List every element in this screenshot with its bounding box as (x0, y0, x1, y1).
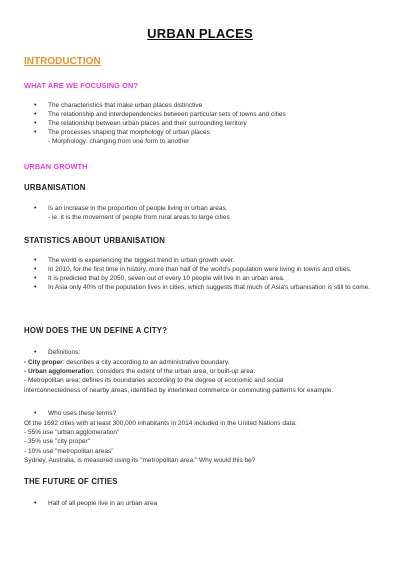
heading-future-of-cities: THE FUTURE OF CITIES (24, 477, 118, 486)
list-item-subtext: - Morphology: changing from one form to another (48, 138, 190, 145)
usage-line: - 10% use "metropolitan areas" (24, 447, 114, 455)
list-item: • The relationship and interdependencies between particular sets of towns and cities (34, 110, 374, 119)
list-item: • In Asia only 40% of the population lives in cities, which suggests that much of Asia's urbanisation is still to come. (34, 283, 374, 292)
list-item: • Half of all people live in an urban area (34, 499, 374, 508)
terms-usage-text (24, 419, 376, 465)
list-item: • Definitions: (34, 348, 374, 357)
usage-line: - 55% use "urban agglomeration" (24, 429, 120, 437)
list-item: • The world is experiencing the biggest trend in urban growth ever. (34, 256, 374, 265)
list-item: • Who uses these terms? (34, 409, 374, 418)
term-city-proper: - City proper (24, 359, 63, 366)
statistics-intro: Of the 1692 cities with at least 300,000 inhabitants in 2014 included in the United Nations data: (24, 420, 297, 427)
heading-statistics: STATISTICS ABOUT URBANISATION (24, 236, 166, 245)
list-item: • It is predicted that by 2050, seven out of every 10 people will live in an urban area. (34, 274, 374, 283)
definition-city-proper (24, 358, 376, 367)
heading-un-city-definition: HOW DOES THE UN DEFINE A CITY? (24, 326, 168, 335)
focus-list (34, 101, 374, 146)
definitions-list (34, 348, 374, 357)
definition-urban-agglomeration (24, 367, 376, 376)
definition-metropolitan-line-2: interconnectedness of nearby areas, identified by interlinked commerce or commuting patterns for example. (24, 386, 334, 394)
definition-metropolitan-line-1: - Metropolitan area: defines its boundaries according to the degree of economic and social (24, 377, 284, 385)
list-item (34, 128, 374, 146)
list-item-subtext: - ie. it is the movement of people from rural areas to large cities (48, 214, 230, 221)
future-list (34, 499, 374, 508)
list-item-text: The processes shaping that morphology of urban places (48, 129, 210, 136)
list-item: • The characteristics that make urban places distinctive (34, 101, 374, 110)
subheading-focus: WHAT ARE WE FOCUSING ON? (24, 81, 139, 90)
definition-urban-agglomeration-text: n: considers the extent of the urban area, or built-up area. (89, 368, 256, 376)
list-item: • In 2010, for the first time in history, more than half of the world's population were living in towns and cities. (34, 265, 374, 274)
section-heading-introduction: INTRODUCTION (24, 56, 101, 67)
urbanisation-list (34, 204, 374, 222)
usage-line: - 35% use "city proper" (24, 438, 91, 446)
definition-city-proper-text: : describes a city according to an administrative boundary. (62, 359, 230, 366)
page-title: URBAN PLACES (147, 26, 253, 41)
term-urban-agglomeration: - Urban agglomeratio (24, 368, 90, 376)
definitions-text (24, 358, 376, 395)
sydney-question: Sydney, Australia, is measured using its "metropolitan area." Why would this be? (24, 456, 256, 464)
statistics-list (34, 256, 374, 292)
list-item (34, 204, 374, 222)
who-uses-list (34, 409, 374, 418)
list-item-text: Is an increase in the proportion of people living in urban areas. (48, 205, 228, 212)
heading-urbanisation: URBANISATION (24, 183, 86, 192)
subheading-urban-growth: URBAN GROWTH (24, 162, 88, 171)
list-item: • The relationship between urban places and their surrounding territory (34, 119, 374, 128)
